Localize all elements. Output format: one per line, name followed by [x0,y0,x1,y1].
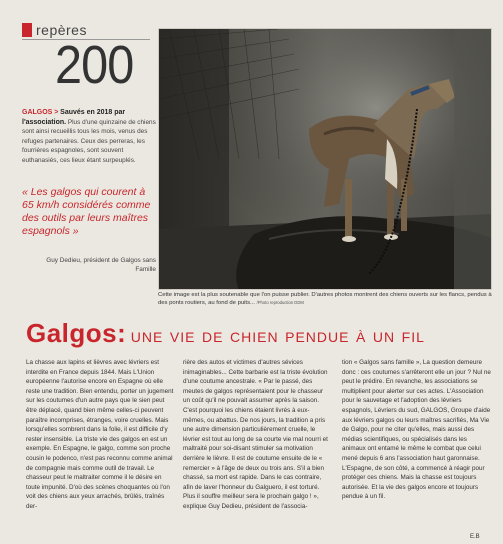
author-signature: E.B [470,534,480,540]
photo-credit: /Photo reproduction DDM [256,300,304,305]
quote-author: Guy Dedieu, président de Galgos sans Famille [46,257,156,273]
greyhound-photo-illustration [159,29,492,290]
caption-text: Cette image est la plus soutenable que l'on puisse publier. D'autres photos montrent des chiens ouverts sur les flancs, pendus à des ponts routiers, au fond de puits... [158,292,492,306]
section-marker [22,23,32,37]
stat-description [22,108,156,166]
article-column-3 [342,358,492,502]
article-photo [158,28,492,290]
section-label: repères [36,22,87,38]
photo-caption [158,291,492,307]
article-text: La chasse aux lapins et lièvres avec lévriers est interdite en France depuis 1844. Mais L'Union européenne l'autorise encore en Espagne où elle reste une tradition. Bien entendu, porter un jugement sur les coutumes d'un autre pays que le sien peut être déplacé, quand bien même celles-ci peuvent paraître incomprises, étranges, voire cruelles. Mais lorsqu'elles sombrent dans la folie, il est difficile d'y rester insensible. La triste vie des galgos en est un exemple. En Espagne, le galgo, comme son proche cousin le podenco, n'est pas reconnu comme animal de compagnie mais comme outil de travail. Le chasseur peut le maltraiter comme il le désire en toute impunité. D'où des scènes choquantes où l'on voit des chiens aux yeux arrachés, brûlés, traînés der- [26,359,174,510]
stat-lead: Sauvés en 2018 par l'association. [22,109,126,126]
stat-highlight: GALGOS > [22,109,59,116]
article-text: tion « Galgos sans famille », La question demeure donc : ces coutumes s'arrêteront elle un jour ? Nul ne peut le prédire. En revanche, les associations se multiplient pour alerter sur ces actes. L'Association pour le sauvetage et l'adoption des lévriers espagnols, Lévriers du sud, GALGOS, Groupe d'aide aux lévriers galgos ou leurs maîtres sacrifiés, Ma Vie de Galgo, pour ne citer qu'elles, mais aussi des médias scientifiques, ou spécialisés dans les animaux ont entamé le même le combat que celui mené depuis 6 ans l'association haut garonnaise. L'Espagne, de son côté, a commencé à réagir pour protéger ces chiens. Mais la chasse est toujours autorisée. Et la vie des galgos encore et toujours pendue à un fil. [342,359,491,501]
article-column-1 [26,358,174,512]
big-statistic: 200 [55,35,134,95]
stat-body: Plus d'une quinzaine de chiens sont ainsi recueillis tous les mois, venus des refuges partenaires. Ceux des perreras, les fourrières espagnoles, sont souvent euthanasiés, ces lieux étant surpeuplés. [22,118,156,164]
pull-quote: « Les galgos qui courent à 65 km/h considérés comme des outils par leurs maîtres espagnols » [22,186,151,237]
headline-rest: une vie de chien pendue à un fil [130,325,425,347]
headline-keyword: Galgos: [26,318,127,348]
article-headline [26,318,425,349]
article-text: rière des autos et victimes d'autres sévices inimaginables... Cette barbarie est la triste évolution d'une coutume ancestrale. « Par le passé, des meutes de galgos représentaient pour le chasseur un coût qu'il ne pouvait assumer après la saison. C'est pourquoi les chiens étaient livrés à eux-mêmes, ou abattus. De nos jours, la tradition a pris une autre dimension particulièrement cruelle, le lévrier est tout au long de sa courte vie mal nourri et maltraité pour soi-disant stimuler sa motivation derrière le lièvre. Il est de coutume ensuite de le « remercier » à l'âge de deux ou trois ans. S'il a bien chassé, sa mort est rapide. Dans le cas contraire, afin de laver l'honneur du Galguero, il est torturé. Plus il souffre meilleur sera le prochain galgo ! », explique Guy Dedieu, président de l'associa- [183,359,328,510]
article-column-2 [183,358,331,512]
